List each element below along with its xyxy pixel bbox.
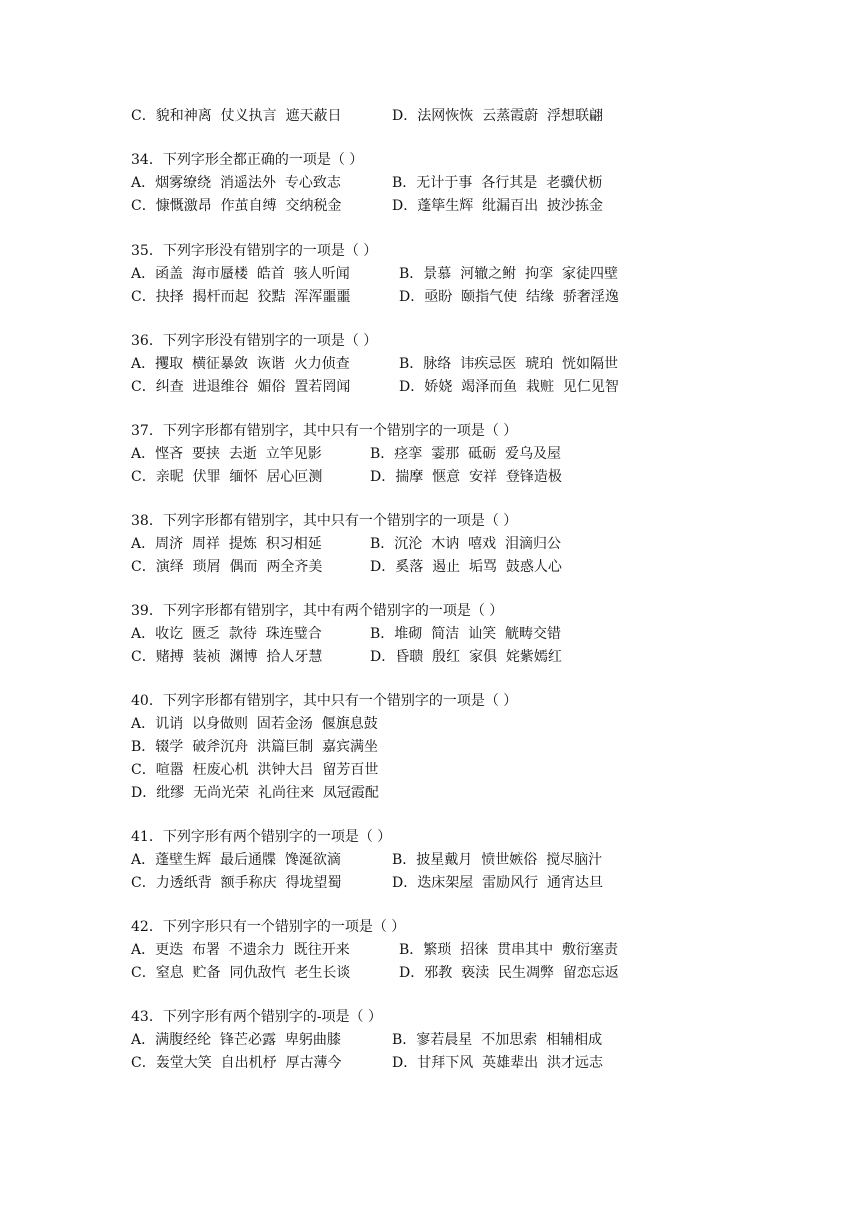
option-line: C．抉择 揭杆而起 狡黠 浑浑噩噩 [131,289,351,305]
question-stem: 40．下列字形都有错别字，其中只有一个错别字的一项是（ ） [131,693,518,709]
option-line: B．脉络 讳疾忌医 琥珀 恍如隔世 [399,356,618,372]
option-line: C．轰堂大笑 自出机杼 厚古薄今 [131,1055,342,1071]
option-line: D．蓬筚生辉 纰漏百出 披沙拣金 [392,198,604,214]
option-line: A．攫取 横征暴敛 诙谐 火力侦查 [131,356,350,372]
option-line: D．奚落 遏止 垢骂 鼓惑人心 [370,559,562,575]
option-line: A．满腹经纶 锋芒必露 卑躬曲膝 [131,1032,341,1048]
option-line: C．喧嚣 枉废心机 洪钟大吕 留芳百世 [131,762,379,778]
option-line: B．堆砌 简洁 讪笑 觥畴交错 [370,626,561,642]
option-line: A．函盖 海市蜃楼 皓首 骇人听闻 [131,266,350,282]
option-line: D．甘拜下风 英雄辈出 洪才远志 [392,1055,604,1071]
option-line: A．蓬壁生辉 最后通牒 馋涎欲滴 [131,852,341,868]
option-line: D．迭床架屋 雷励风行 通宵达旦 [392,875,604,891]
option-line: B．无计于事 各行其是 老骥伏枥 [392,175,603,191]
option-line: B．繁琐 招徕 贯串其中 敷衍塞责 [399,942,618,958]
option-line: D．昏聩 殷红 家俱 姹紫嫣红 [370,649,562,665]
option-line: B．寥若晨星 不加思索 相辅相成 [392,1032,603,1048]
question-stem: 43．下列字形有两个错别字的-项是（ ） [131,1009,382,1025]
option-line: D．法网恢恢 云蒸霞蔚 浮想联翩 [392,108,604,124]
option-line: A．更迭 布署 不遗余力 既往开来 [131,942,350,958]
option-line: A．悭吝 要挟 去逝 立竿见影 [131,446,322,462]
option-line: C．演绎 琐屑 偶而 两全齐美 [131,559,323,575]
option-line: D．纰缪 无尚光荣 礼尚往来 凤冠霞配 [131,785,379,801]
option-line: B．痉挛 霎那 砥砺 爱乌及屋 [370,446,561,462]
option-line: C．纠查 进退维谷 媚俗 置若罔闻 [131,379,351,395]
question-stem: 37．下列字形都有错别字，其中只有一个错别字的一项是（ ） [131,423,518,439]
option-line: D．邪教 亵渎 民生凋弊 留恋忘返 [399,965,619,981]
option-line: D．娇娆 竭泽而鱼 栽赃 见仁见智 [399,379,619,395]
option-line: D．亟盼 颐指气使 结缘 骄奢淫逸 [399,289,619,305]
option-line: C．窒息 贮备 同仇敌忾 老生长谈 [131,965,351,981]
option-line: C．慷慨激昂 作茧自缚 交纳税金 [131,198,342,214]
option-line: A．收讫 匮乏 款待 珠连璧合 [131,626,322,642]
question-stem: 36．下列字形没有错别字的一项是（ ） [131,333,378,349]
option-line: B．辍学 破斧沉舟 洪篇巨制 嘉宾满坐 [131,739,378,755]
option-line: C．力透纸背 额手称庆 得垅望蜀 [131,875,342,891]
question-stem: 35．下列字形没有错别字的一项是（ ） [131,243,378,259]
question-stem: 39．下列字形都有错别字，其中有两个错别字的一项是（ ） [131,603,504,619]
option-line: B．披星戴月 愤世嫉俗 搅尽脑汁 [392,852,603,868]
option-line: C．赌搏 装祯 渊博 拾人牙慧 [131,649,323,665]
option-line: C．貌和神离 仗义执言 遮天蔽日 [131,108,342,124]
option-line: B．景慕 河辙之鲋 拘挛 家徒四壁 [399,266,618,282]
option-line: A．讥诮 以身做则 固若金汤 偃旗息鼓 [131,716,378,732]
question-stem: 38．下列字形都有错别字，其中只有一个错别字的一项是（ ） [131,513,518,529]
question-stem: 34．下列字形全都正确的一项是（ ） [131,152,364,168]
question-stem: 42．下列字形只有一个错别字的一项是（ ） [131,919,406,935]
question-stem: 41．下列字形有两个错别字的一项是（ ） [131,829,392,845]
option-line: A．周济 周祥 提炼 积习相延 [131,536,322,552]
option-line: B．沉沦 木讷 嘻戏 泪滴归公 [370,536,561,552]
option-line: D．揣摩 惬意 安祥 登锋造极 [370,469,562,485]
option-line: C．亲昵 伏罪 缅怀 居心叵测 [131,469,323,485]
option-line: A．烟雾缭绕 消遥法外 专心致志 [131,175,341,191]
